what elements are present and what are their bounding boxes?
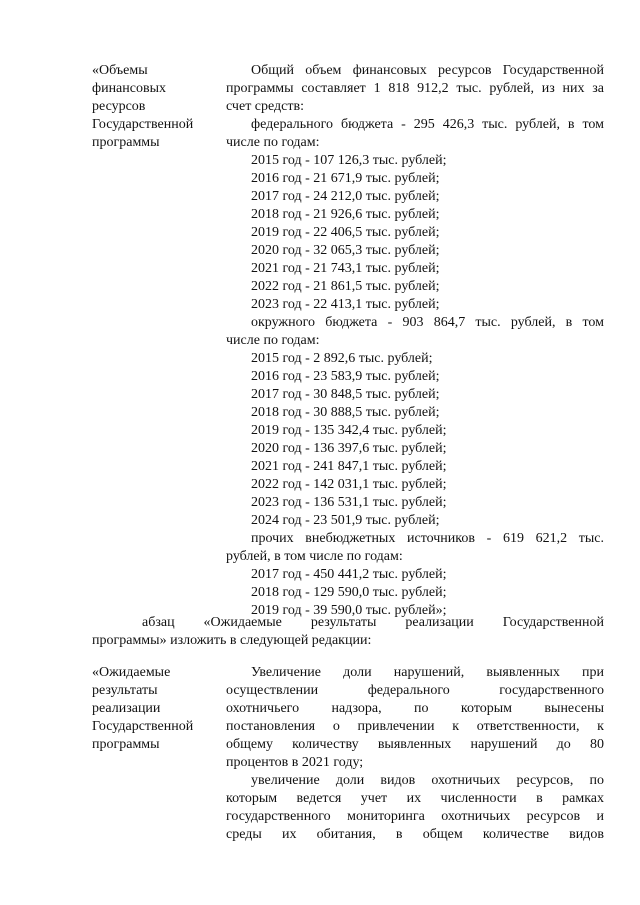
paragraph-line: абзац «Ожидаемые результаты реализации Государственной: [142, 615, 604, 630]
results-label: [92, 664, 220, 754]
other-year-item: 2018 год - 129 590,0 тыс. рублей;: [251, 585, 447, 600]
federal-year-item: 2018 год - 21 926,6 тыс. рублей;: [251, 207, 440, 222]
result-item-line: государственного мониторинга охотничьих ресурсов и: [226, 809, 604, 824]
label-line: финансовых: [92, 81, 166, 96]
district-budget-line: окружного бюджета - 903 864,7 тыс. рублей, в том: [251, 315, 604, 330]
result-item-line: процентов в 2021 году;: [226, 755, 364, 770]
district-year-item: 2023 год - 136 531,1 тыс. рублей;: [251, 495, 447, 510]
label-line: реализации: [92, 701, 161, 716]
other-sources-line: прочих внебюджетных источников - 619 621,2 тыс.: [251, 531, 604, 546]
result-item-line: осуществлении федерального государственного: [226, 683, 604, 698]
financing-label: [92, 62, 220, 152]
label-line: «Объемы: [92, 63, 148, 78]
total-line: программы составляет 1 818 912,2 тыс. рублей, из них за: [226, 81, 604, 96]
label-line: программы: [92, 135, 160, 150]
district-budget-line: числе по годам:: [226, 333, 320, 348]
label-line: Государственной: [92, 719, 194, 734]
financing-content: [226, 62, 604, 620]
label-line: программы: [92, 737, 160, 752]
district-year-item: 2018 год - 30 888,5 тыс. рублей;: [251, 405, 440, 420]
paragraph-line: программы» изложить в следующей редакции:: [92, 633, 372, 648]
federal-year-item: 2023 год - 22 413,1 тыс. рублей;: [251, 297, 440, 312]
label-line: Государственной: [92, 117, 194, 132]
district-year-item: 2015 год - 2 892,6 тыс. рублей;: [251, 351, 433, 366]
result-item-line: увеличение доли видов охотничьих ресурсов, по: [251, 773, 604, 788]
total-line: Общий объем финансовых ресурсов Государственной: [251, 63, 604, 78]
district-year-item: 2017 год - 30 848,5 тыс. рублей;: [251, 387, 440, 402]
result-item-line: постановления о привлечении к ответственности, к: [226, 719, 604, 734]
label-line: результаты: [92, 683, 158, 698]
district-year-item: 2024 год - 23 501,9 тыс. рублей;: [251, 513, 440, 528]
district-year-item: 2021 год - 241 847,1 тыс. рублей;: [251, 459, 447, 474]
result-item-line: среды их обитания, в общем количестве видов: [226, 827, 604, 842]
other-year-item: 2019 год - 39 590,0 тыс. рублей»;: [251, 603, 447, 618]
total-line: счет средств:: [226, 99, 305, 114]
federal-year-item: 2015 год - 107 126,3 тыс. рублей;: [251, 153, 447, 168]
federal-budget-line: числе по годам:: [226, 135, 320, 150]
federal-year-item: 2019 год - 22 406,5 тыс. рублей;: [251, 225, 440, 240]
federal-year-item: 2022 год - 21 861,5 тыс. рублей;: [251, 279, 440, 294]
district-year-item: 2022 год - 142 031,1 тыс. рублей;: [251, 477, 447, 492]
district-year-item: 2019 год - 135 342,4 тыс. рублей;: [251, 423, 447, 438]
amendment-paragraph: [92, 614, 604, 650]
other-year-item: 2017 год - 450 441,2 тыс. рублей;: [251, 567, 447, 582]
district-year-item: 2016 год - 23 583,9 тыс. рублей;: [251, 369, 440, 384]
federal-year-item: 2021 год - 21 743,1 тыс. рублей;: [251, 261, 440, 276]
label-line: ресурсов: [92, 99, 146, 114]
result-item-line: которым ведется учет их численности в рамках: [226, 791, 604, 806]
federal-year-item: 2017 год - 24 212,0 тыс. рублей;: [251, 189, 440, 204]
label-line: «Ожидаемые: [92, 665, 171, 680]
federal-budget-line: федерального бюджета - 295 426,3 тыс. рублей, в том: [251, 117, 604, 132]
district-year-item: 2020 год - 136 397,6 тыс. рублей;: [251, 441, 447, 456]
federal-year-item: 2020 год - 32 065,3 тыс. рублей;: [251, 243, 440, 258]
results-content: [226, 664, 604, 844]
result-item-line: общему количеству выявленных нарушений до 80: [226, 737, 604, 752]
result-item-line: Увеличение доли нарушений, выявленных при: [251, 665, 604, 680]
other-sources-line: рублей, в том числе по годам:: [226, 549, 403, 564]
federal-year-item: 2016 год - 21 671,9 тыс. рублей;: [251, 171, 440, 186]
result-item-line: охотничьего надзора, по которым вынесены: [226, 701, 604, 716]
